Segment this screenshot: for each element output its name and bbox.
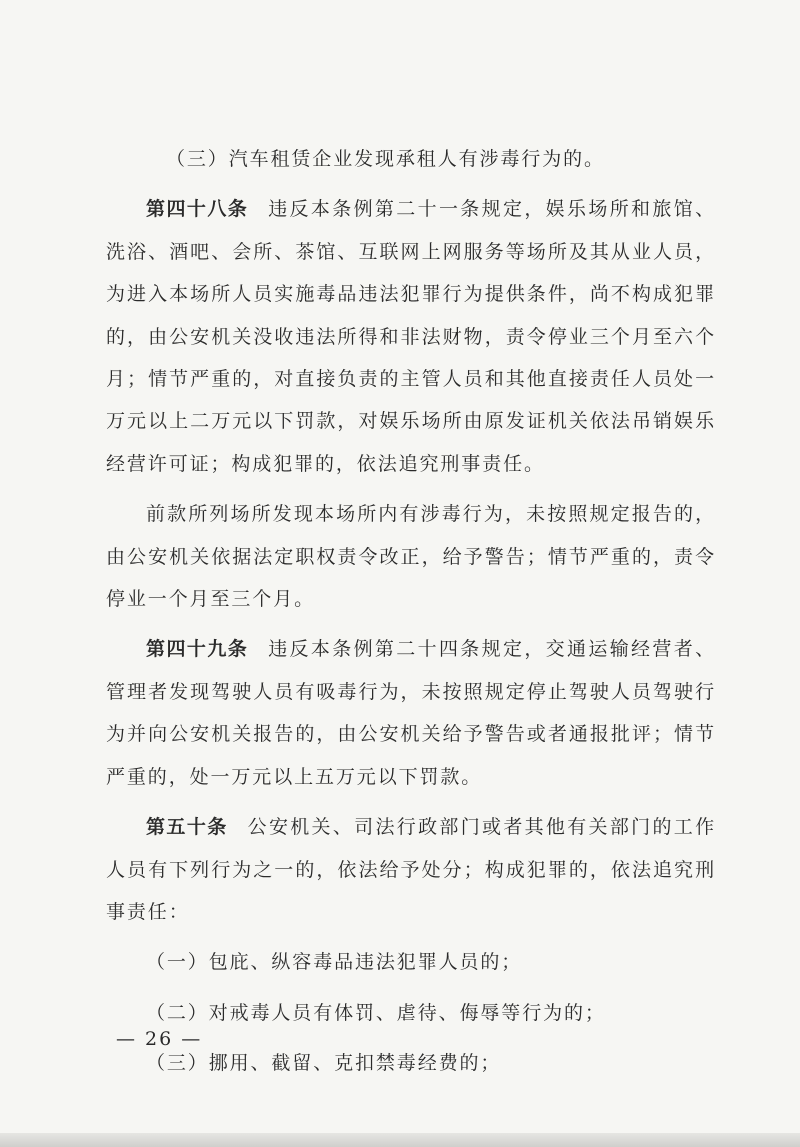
paragraph-text: （三）汽车租赁企业发现承租人有涉毒行为的。	[166, 148, 605, 170]
paragraph-text: （二）对戒毒人员有体罚、虐待、侮辱等行为的；	[146, 1001, 606, 1024]
page-number: — 26 —	[116, 1028, 203, 1050]
page-bottom-edge	[0, 1133, 800, 1147]
paragraph	[106, 493, 716, 620]
paragraph	[106, 628, 716, 798]
paragraph	[106, 138, 716, 180]
paragraph-text: （一）包庇、纵容毒品违法犯罪人员的；	[146, 951, 523, 974]
article-heading: 第五十条	[146, 816, 228, 839]
paragraph	[106, 188, 716, 485]
paragraph-text: 违反本条例第二十一条规定，娱乐场所和旅馆、洗浴、酒吧、会所、茶馆、互联网上网服务等场所及其从业人员，为进入本场所人员实施毒品违法犯罪行为提供条件，尚不构成犯罪的，由公安机关没收违法所得和非法财物，责令停业三个月至六个月；情节严重的，对直接负责的主管人员和其他直接责任人员处一万元以上二万元以下罚款，对娱乐场所由原发证机关依法吊销娱乐经营许可证；构成犯罪的，依法追究刑事责任。	[106, 198, 716, 475]
document-body	[106, 138, 716, 1085]
paragraph-text: 公安机关、司法行政部门或者其他有关部门的工作人员有下列行为之一的，依法给予处分；构成犯罪的，依法追究刑事责任：	[106, 816, 716, 923]
paragraph	[106, 806, 716, 933]
article-heading: 第四十九条	[146, 638, 249, 661]
paragraph-text: （三）挪用、截留、克扣禁毒经费的；	[146, 1052, 502, 1075]
paragraph-text: 违反本条例第二十四条规定，交通运输经营者、管理者发现驾驶人员有吸毒行为，未按照规定停止驾驶人员驾驶行为并向公安机关报告的，由公安机关给予警告或者通报批评；情节严重的，处一万元以上五万元以下罚款。	[106, 638, 716, 788]
paragraph	[106, 941, 716, 983]
paragraph-text: 前款所列场所发现本场所内有涉毒行为，未按照规定报告的，由公安机关依据法定职权责令改正，给予警告；情节严重的，责令停业一个月至三个月。	[106, 503, 716, 611]
article-heading: 第四十八条	[146, 198, 249, 221]
